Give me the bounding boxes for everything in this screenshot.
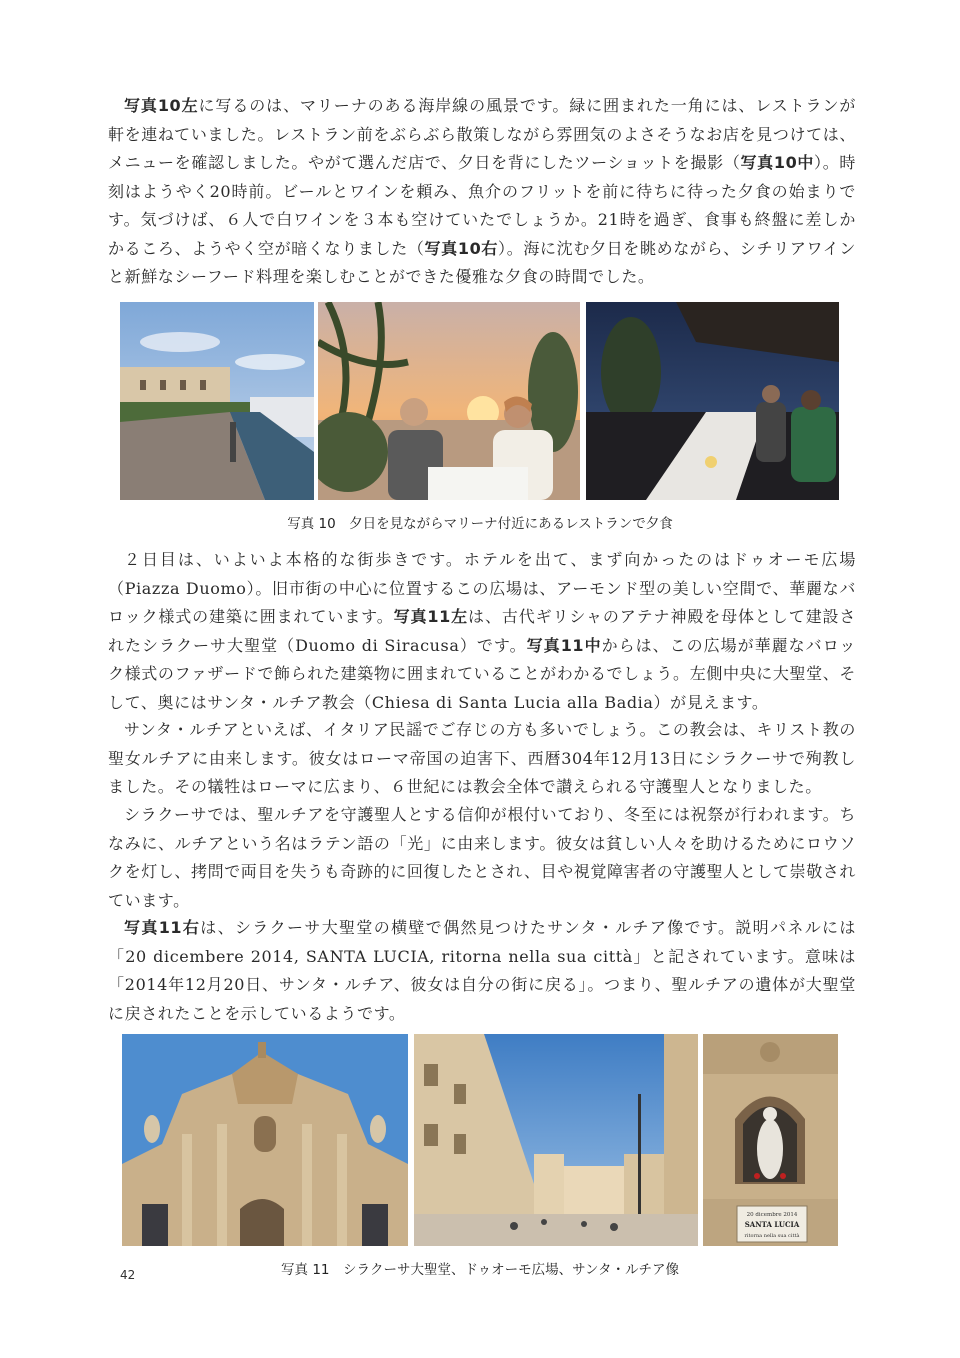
photo-ref: 写真10右: [424, 238, 499, 258]
photo-11-left: [122, 1034, 408, 1246]
page-number: 42: [120, 1268, 136, 1282]
caption-photo-11: 写真 11 シラクーサ大聖堂、ドゥオーモ広場、サンタ・ルチア像: [281, 1262, 679, 1278]
plaque-title: SANTA LUCIA: [744, 1220, 800, 1229]
photo-ref: 写真11中: [526, 635, 602, 655]
photo-ref: 写真10左: [124, 96, 199, 115]
photo-ref: 写真11左: [393, 607, 469, 626]
paragraph-day-two: ２日目は、いよいよ本格的な街歩きです。ホテルを出て、まず向かったのはドゥオーモ広場（Piazza Duomo）。旧市街の中心に位置するこの広場は、アーモンド型の美しい空間で、華麗なバロック様式の建築に囲まれています。写真11左は、古代ギリシャのアテナ神殿を母体として建設されたシラクーサ大聖堂（Duomo di Siracusa）です。写真11中からは、この広場が華麗なバロック様式のファザードで飾られた建築物に囲まれていることがわかるでしょう。左側中央に大聖堂、そして、奥にはサンタ・ルチア教会（Chiesa di Santa Lucia alla Badia）が見えます。: [108, 550, 856, 712]
paragraph-faith: シラクーサでは、聖ルチアを守護聖人とする信仰が根付いており、冬至には祝祭が行われます。ちなみに、ルチアという名はラテン語の「光」に由来します。彼女は貧しい人々を助けるためにロウソクを灯し、拷問で両目を失うも奇跡的に回復したとされ、目や視覚障害者の守護聖人として崇敬されています。: [108, 805, 856, 910]
photo-11-right: [703, 1034, 838, 1246]
photo-ref: 写真10中: [740, 153, 815, 172]
photo-10-right: [586, 302, 839, 500]
plaque-text: ritorna nella sua città: [744, 1233, 800, 1239]
paragraph-statue: 写真11右は、シラクーサ大聖堂の横壁で偶然見つけたサンタ・ルチア像です。説明パネルには「20 dicembere 2014, SANTA LUCIA, ritorna nella sua città」と記されています。意味は「2014年12月20日、サンタ・ルチア、彼女は自分の街に戻る」。つまり、聖ルチアの遺体が大聖堂に戻されたことを示しているようです。: [108, 918, 856, 1023]
paragraph-santa-lucia: サンタ・ルチアといえば、イタリア民謡でご存じの方も多いでしょう。この教会は、キリスト教の聖女ルチアに由来します。彼女はローマ帝国の迫害下、西暦304年12月13日にシラクーサで殉教しました。その犠牲はローマに広まり、６世紀には教会全体で讃えられる守護聖人となりました。: [108, 720, 856, 796]
photo-10-left: [120, 302, 314, 500]
caption-photo-10: 写真 10 夕日を見ながらマリーナ付近にあるレストランで夕食: [287, 516, 673, 532]
photo-11-middle: [414, 1034, 698, 1246]
photo-ref: 写真11右: [124, 918, 201, 937]
paragraph-marina: 写真10左に写るのは、マリーナのある海岸線の風景です。緑に囲まれた一角には、レストランが軒を連ねていました。レストラン前をぶらぶら散策しながら雰囲気のよさそうなお店を見つけては、メニューを確認しました。やがて選んだ店で、夕日を背にしたツーショットを撮影（写真10中）。時刻はようやく20時前。ビールとワインを頼み、魚介のフリットを前に待ちに待った夕食の始まりです。気づけば、６人で白ワインを３本も空けていたでしょうか。21時を過ぎ、食事も終盤に差しかかるころ、ようやく空が暗くなりました（写真10右）。海に沈む夕日を眺めながら、シチリアワインと新鮮なシーフード料理を楽しむことができた優雅な夕食の時間でした。: [108, 96, 856, 286]
photo-10-middle: [318, 302, 580, 500]
plaque-date: 20 dicembre 2014: [746, 1212, 798, 1218]
